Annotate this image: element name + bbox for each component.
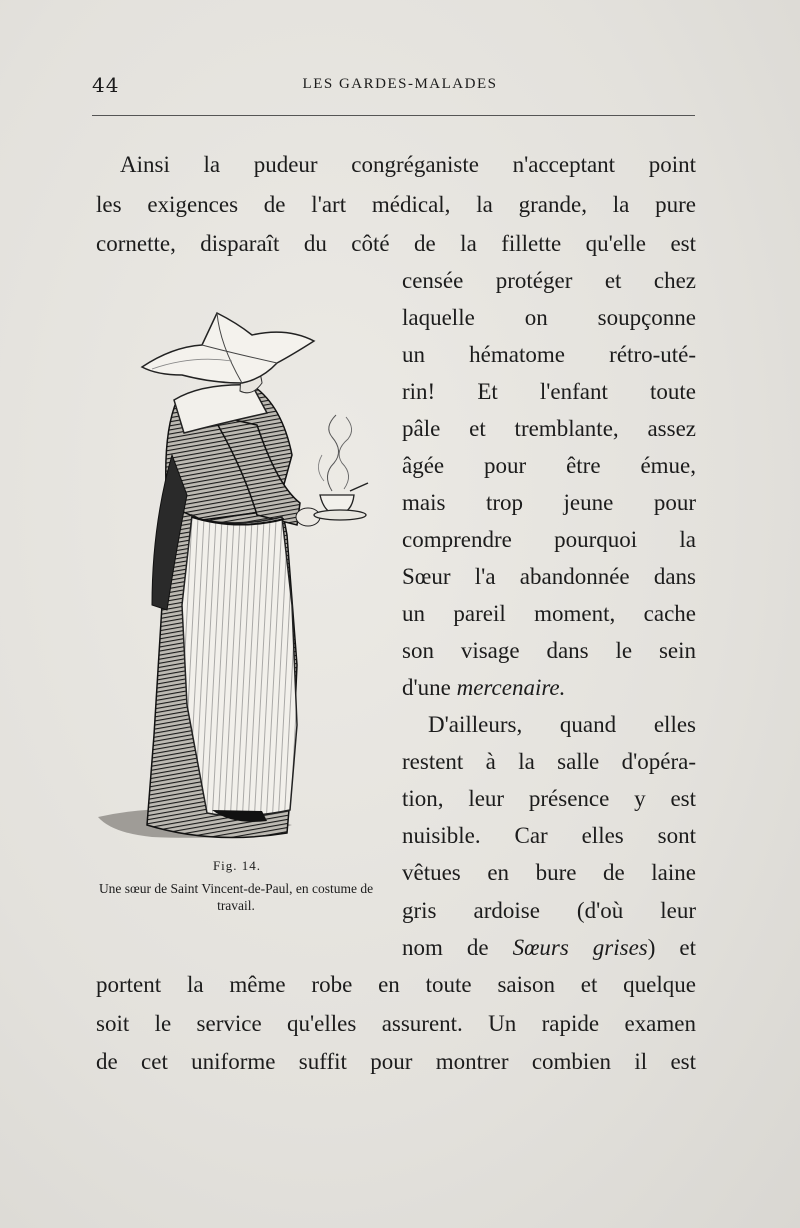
- nun-illustration: [92, 305, 382, 860]
- page-number: 44: [92, 73, 120, 97]
- text-line: mais trop jeune pour: [402, 490, 696, 515]
- text-line: cornette, disparaît du côté de la fillette qu'elle est: [96, 231, 696, 256]
- text-line: censée protéger et chez: [402, 268, 696, 293]
- text-line: Ainsi la pudeur congréganiste n'acceptant point: [120, 152, 696, 177]
- text-line: gris ardoise (d'où leur: [402, 898, 696, 923]
- text-line: les exigences de l'art médical, la grande, la pure: [96, 192, 696, 217]
- text-line: de cet uniforme suffit pour montrer combien il est: [96, 1049, 696, 1074]
- italic-word: mercenaire.: [456, 675, 566, 700]
- text-line: restent à la salle d'opéra-: [402, 749, 696, 774]
- text-line: Sœur l'a abandonnée dans: [402, 564, 696, 589]
- text-line: soit le service qu'elles assurent. Un rapide examen: [96, 1011, 696, 1036]
- text-line: un pareil moment, cache: [402, 601, 696, 626]
- text-line: pâle et tremblante, assez: [402, 416, 696, 441]
- figure-caption: Une sœur de Saint Vincent-de-Paul, en costume de travail.: [98, 881, 374, 913]
- text-fragment: ) et: [647, 935, 697, 960]
- running-title: LES GARDES-MALADES: [302, 76, 498, 92]
- text-fragment: d'une: [402, 675, 451, 700]
- text-line: portent la même robe en toute saison et quelque: [96, 972, 696, 997]
- header-rule: [92, 115, 695, 116]
- text-line: un hématome rétro-uté-: [402, 342, 696, 367]
- figure-label: Fig. 14.: [212, 858, 262, 873]
- text-line: son visage dans le sein: [402, 638, 696, 663]
- text-fragment: nom de: [402, 935, 489, 960]
- text-line: [402, 670, 696, 706]
- text-line: rin! Et l'enfant toute: [402, 379, 696, 404]
- text-line: D'ailleurs, quand elles: [428, 712, 696, 737]
- text-line: laquelle on soupçonne: [402, 305, 696, 330]
- text-line: comprendre pourquoi la: [402, 527, 696, 552]
- text-line: tion, leur présence y est: [402, 786, 696, 811]
- text-line: [402, 930, 696, 966]
- text-line: nuisible. Car elles sont: [402, 823, 696, 848]
- italic-phrase: Sœurs grises: [512, 935, 648, 960]
- text-line: vêtues en bure de laine: [402, 860, 696, 885]
- text-line: âgée pour être émue,: [402, 453, 696, 478]
